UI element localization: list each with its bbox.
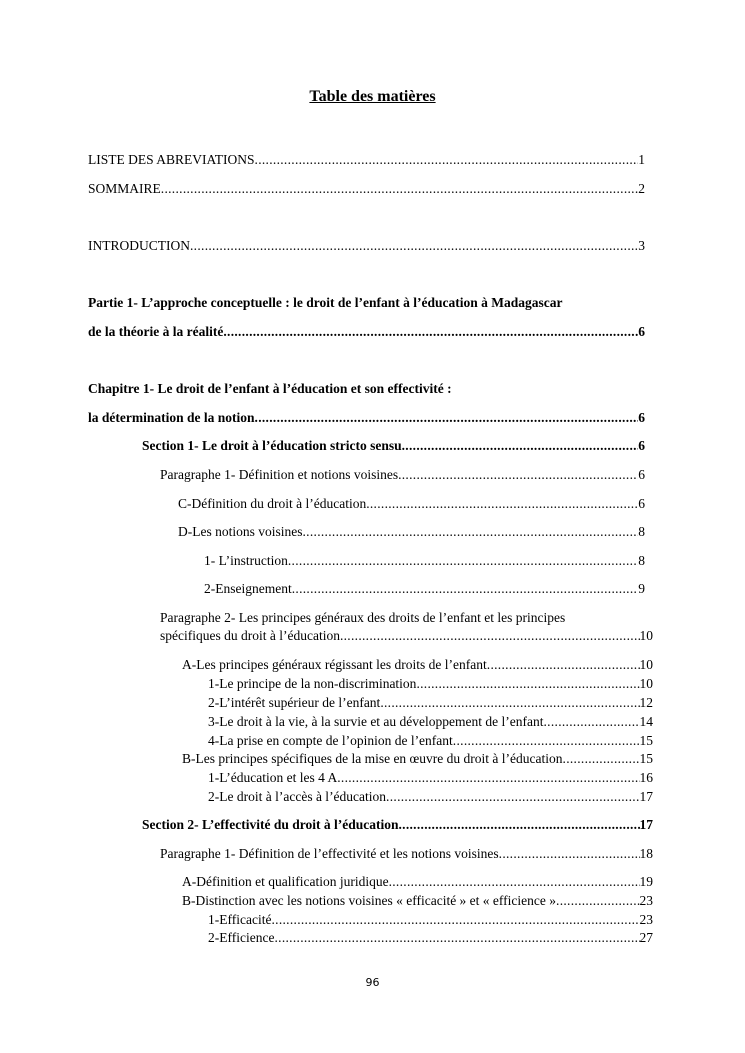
page-ref: 27 — [639, 930, 653, 945]
page-ref: 10 — [639, 657, 653, 672]
page-ref: 8 — [638, 553, 645, 568]
toc-entry[interactable]: D- Les notions voisines ..... 8 — [178, 524, 645, 540]
page-ref: 18 — [639, 846, 653, 861]
toc-entry[interactable]: B- Les principes spécifiques de la mise en œuvre du droit à l’éducation ..... 15 — [182, 751, 653, 767]
toc-entry[interactable]: C- Définition du droit à l’éducation ..... 6 — [178, 496, 645, 512]
toc-entry[interactable]: Section 2- L’effectivité du droit à l’éducation ..... 17 — [142, 817, 653, 833]
toc-entry[interactable]: B- Distinction avec les notions voisines « efficacité » et « efficience » ..... 23 — [182, 893, 653, 909]
page-ref: 6 — [638, 438, 645, 453]
toc-part-heading: Partie 1- L’approche conceptuelle : le droit de l’enfant à l’éducation à Madagascar — [88, 295, 563, 310]
page-ref: 2 — [638, 181, 645, 196]
page-ref: 17 — [639, 817, 653, 832]
toc-entry[interactable]: 1- Efficacité ..... 23 — [208, 912, 653, 928]
toc-entry[interactable]: 1- Le principe de la non-discrimination ..... 10 — [208, 676, 653, 692]
toc-entry[interactable]: Paragraphe 1- Définition et notions voisines ..... 6 — [160, 467, 645, 483]
toc-entry[interactable]: SOMMAIRE ..... 2 — [88, 181, 645, 197]
page-ref: 10 — [639, 628, 653, 643]
page-ref: 6 — [638, 467, 645, 482]
toc-entry[interactable]: A- Les principes généraux régissant les droits de l’enfant ..... 10 — [182, 657, 653, 673]
toc-entry[interactable]: 1- L’éducation et les 4 A ..... 16 — [208, 770, 653, 786]
toc-entry[interactable]: 2-Enseignement ..... 9 — [204, 581, 645, 597]
toc-chapter-heading: Chapitre 1- Le droit de l’enfant à l’éducation et son effectivité : — [88, 381, 452, 396]
toc-entry[interactable]: INTRODUCTION ..... 3 — [88, 238, 645, 254]
toc-entry[interactable]: LISTE DES ABREVIATIONS ..... 1 — [88, 152, 645, 168]
page-ref: 10 — [639, 676, 653, 691]
toc-entry[interactable]: 1- L’instruction ..... 8 — [204, 553, 645, 569]
toc-entry[interactable]: 2- Efficience ..... 27 — [208, 930, 653, 946]
toc-entry[interactable]: spécifiques du droit à l’éducation ..... 10 — [160, 628, 653, 644]
toc-entry[interactable]: de la théorie à la réalité ..... 6 — [88, 324, 645, 340]
page-ref: 12 — [639, 695, 653, 710]
toc-paragraph-heading: Paragraphe 2- Les principes généraux des droits de l’enfant et les principes — [160, 610, 566, 625]
page-number: 96 — [365, 976, 380, 989]
toc-title: Table des matières — [309, 88, 436, 105]
toc-entry[interactable]: Section 1- Le droit à l’éducation stricto sensu ..... 6 — [142, 438, 645, 454]
page-ref: 19 — [639, 874, 653, 889]
toc-entry[interactable]: 2- L’intérêt supérieur de l’enfant ..... 12 — [208, 695, 653, 711]
page-ref: 3 — [638, 238, 645, 253]
page-ref: 15 — [639, 733, 653, 748]
page-ref: 14 — [639, 714, 653, 729]
page-ref: 15 — [639, 751, 653, 766]
toc-entry[interactable]: Paragraphe 1- Définition de l’effectivité et les notions voisines ..... 18 — [160, 846, 653, 862]
toc-entry[interactable]: A- Définition et qualification juridique ..... 19 — [182, 874, 653, 890]
page-ref: 17 — [639, 789, 653, 804]
toc-entry[interactable]: 4- La prise en compte de l’opinion de l’enfant ..... 15 — [208, 733, 653, 749]
page-ref: 8 — [638, 524, 645, 539]
page-ref: 9 — [638, 581, 645, 596]
page-ref: 6 — [638, 496, 645, 511]
toc-entry[interactable]: 3- Le droit à la vie, à la survie et au développement de l’enfant ..... 14 — [208, 714, 653, 730]
page-ref: 1 — [638, 152, 645, 167]
page-ref: 23 — [639, 912, 653, 927]
page-ref: 6 — [638, 324, 645, 339]
page-ref: 16 — [639, 770, 653, 785]
toc-entry[interactable]: la détermination de la notion ..... 6 — [88, 410, 645, 426]
page-ref: 6 — [638, 410, 645, 425]
toc-entry[interactable]: 2- Le droit à l’accès à l’éducation ..... 17 — [208, 789, 653, 805]
page-ref: 23 — [639, 893, 653, 908]
